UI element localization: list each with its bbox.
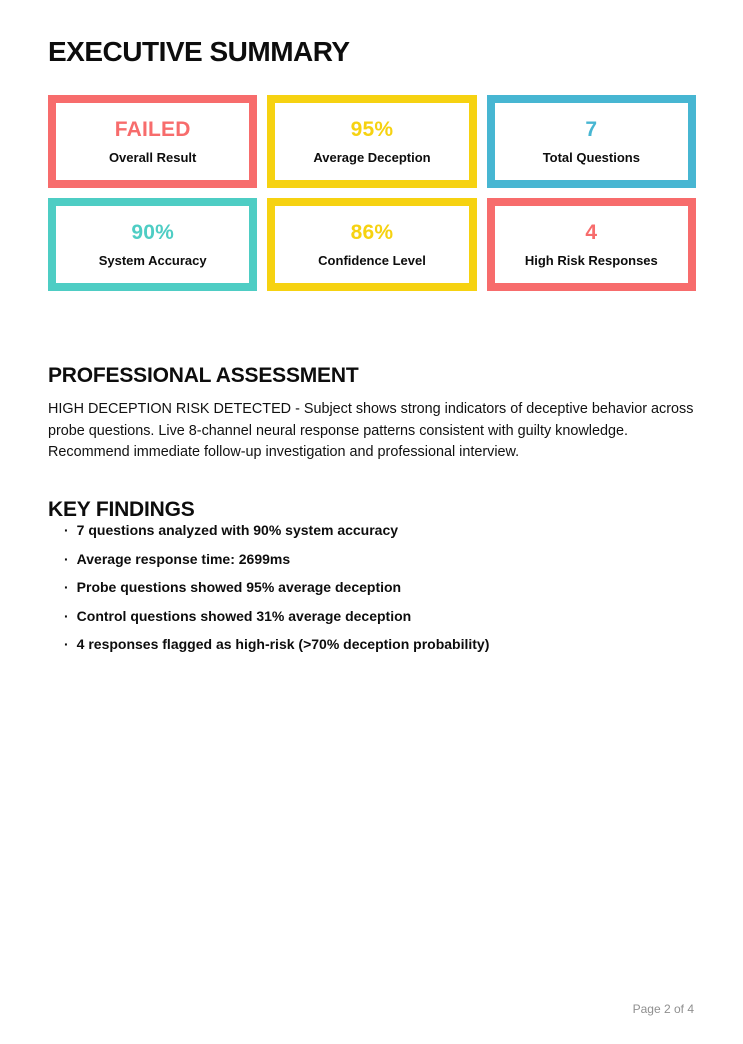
- page-title: EXECUTIVE SUMMARY: [48, 35, 350, 67]
- professional-assessment-body: HIGH DECEPTION RISK DETECTED - Subject shows strong indicators of deceptive behavior across probe questions. Live 8-channel neural response patterns consistent with guilty knowledge. Recommend immediate follow-up investigation and professional interview.: [48, 401, 694, 461]
- stat-card-label: High Risk Responses: [524, 253, 658, 268]
- key-finding-item: [64, 552, 684, 568]
- stat-card-label: Overall Result: [108, 150, 197, 165]
- stat-cards-grid: [48, 95, 696, 291]
- key-finding-item: [64, 609, 684, 625]
- key-finding-text: 4 responses flagged as high-risk (>70% deception probability): [76, 636, 490, 652]
- stat-card-label: Average Deception: [313, 150, 431, 165]
- stat-card-value: 90%: [131, 221, 174, 244]
- key-finding-item: [64, 580, 684, 596]
- stat-card-value: 86%: [350, 221, 394, 244]
- key-finding-text: Probe questions showed 95% average deception: [76, 579, 402, 595]
- stat-card-overall-result: [48, 95, 257, 188]
- bullet-marker: ·: [64, 607, 69, 624]
- stat-card-value: 4: [585, 221, 598, 244]
- stat-card-value: 7: [585, 118, 598, 141]
- key-finding-text: Average response time: 2699ms: [76, 550, 291, 567]
- key-finding-item: [64, 523, 684, 539]
- bullet-marker: ·: [64, 636, 69, 652]
- stat-card-average-deception: [267, 95, 476, 188]
- key-findings-heading: KEY FINDINGS: [48, 498, 195, 522]
- stat-card-high-risk-responses: [487, 198, 696, 291]
- key-findings-list: [64, 523, 684, 666]
- professional-assessment-heading: PROFESSIONAL ASSESSMENT: [48, 364, 359, 388]
- stat-card-total-questions: [487, 95, 696, 188]
- stat-card-system-accuracy: [48, 198, 257, 291]
- stat-card-confidence-level: [267, 198, 476, 291]
- key-finding-item: [64, 637, 684, 653]
- stat-card-value: FAILED: [114, 118, 191, 141]
- bullet-marker: ·: [64, 522, 69, 538]
- stat-card-label: Total Questions: [542, 150, 640, 165]
- key-finding-text: 7 questions analyzed with 90% system accuracy: [76, 522, 399, 538]
- bullet-marker: ·: [64, 550, 69, 567]
- stat-card-value: 95%: [350, 118, 394, 141]
- page-number: Page 2 of 4: [632, 1002, 694, 1016]
- stat-card-label: Confidence Level: [318, 253, 426, 268]
- key-finding-text: Control questions showed 31% average deception: [76, 607, 412, 624]
- stat-card-label: System Accuracy: [98, 253, 207, 268]
- bullet-marker: ·: [64, 579, 69, 595]
